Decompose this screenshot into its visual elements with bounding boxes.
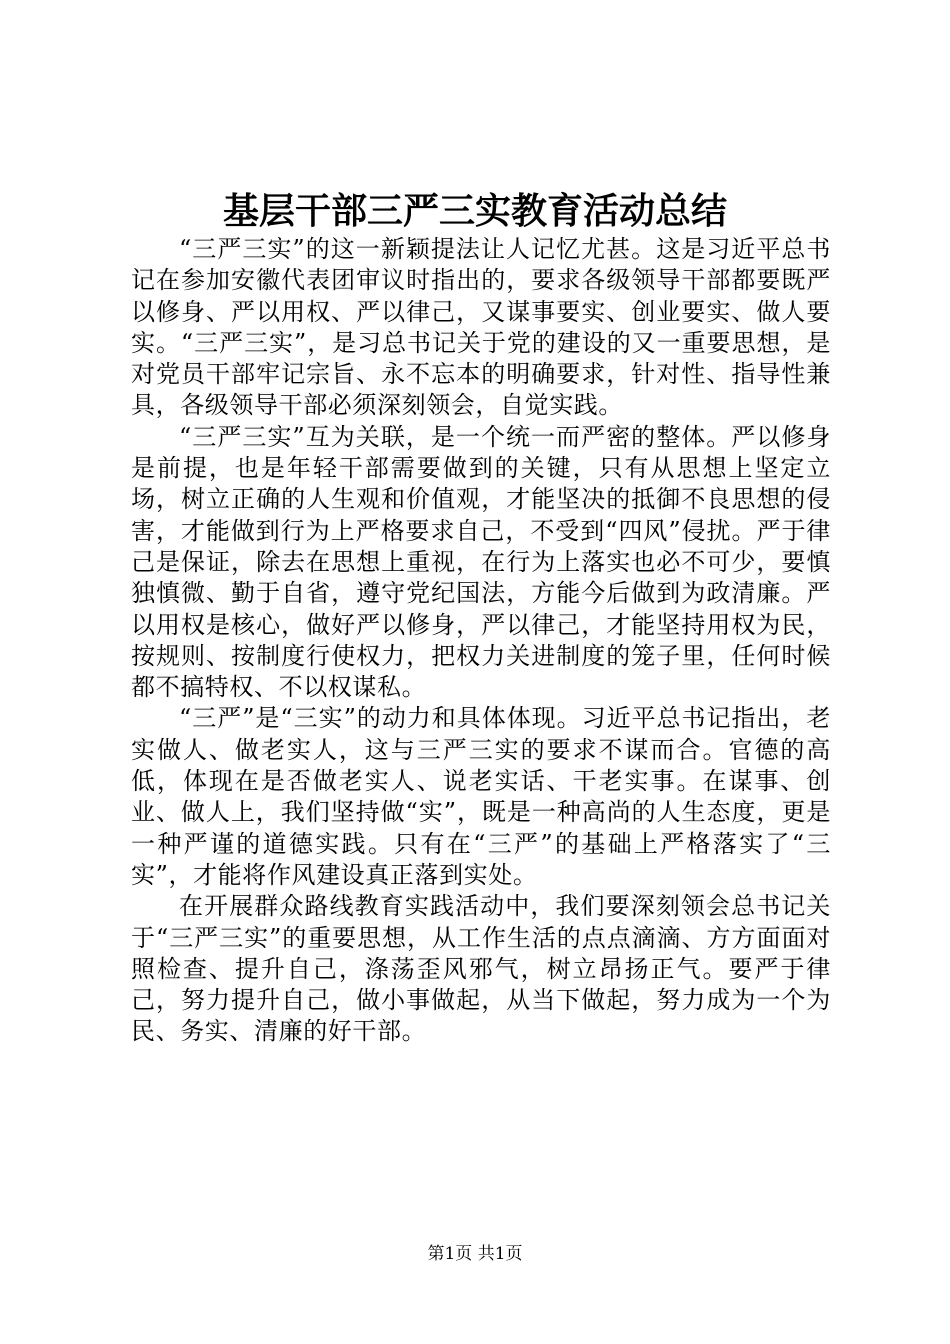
document-body (131, 234, 831, 1048)
paragraph-1: “三严三实”的这一新颖提法让人记忆尤甚。这是习近平总书记在参加安徽代表团审议时指出的，要求各级领导干部都要既严以修身、严以用权、严以律己，又谋事要实、创业要实、做人要实。“三严三实”，是习总书记关于党的建设的又一重要思想，是对党员干部牢记宗旨、永不忘本的明确要求，针对性、指导性兼具，各级领导干部必须深刻领会，自觉实践。 (131, 235, 831, 420)
paragraph-3: “三严”是“三实”的动力和具体体现。习近平总书记指出，老实做人、做老实人，这与三严三实的要求不谋而合。官德的高低，体现在是否做老实人、说老实话、干老实事。在谋事、创业、做人上，我们坚持做“实”，既是一种高尚的人生态度，更是一种严谨的道德实践。只有在“三严”的基础上严格落实了“三实”，才能将作风建设真正落到实处。 (131, 704, 831, 889)
paragraph-2: “三严三实”互为关联，是一个统一而严密的整体。严以修身是前提，也是年轻干部需要做到的关键，只有从思想上坚定立场，树立正确的人生观和价值观，才能坚决的抵御不良思想的侵害，才能做到行为上严格要求自己，不受到“四风”侵扰。严于律己是保证，除去在思想上重视，在行为上落实也必不可少，要慎独慎微、勤于自省，遵守党纪国法，方能今后做到为政清廉。严以用权是核心，做好严以修身，严以律己，才能坚持用权为民，按规则、按制度行使权力，把权力关进制度的笼子里，任何时候都不搞特权、不以权谋私。 (131, 422, 831, 702)
paragraph-4: 在开展群众路线教育实践活动中，我们要深刻领会总书记关于“三严三实”的重要思想，从工作生活的点点滴滴、方方面面对照检查、提升自己，涤荡歪风邪气，树立昂扬正气。要严于律己，努力提升自己，做小事做起，从当下做起，努力成为一个为民、务实、清廉的好干部。 (131, 892, 831, 1046)
document-title: 基层干部三严三实教育活动总结 (222, 190, 727, 232)
page-footer: 第1页 共1页 (427, 1244, 523, 1264)
